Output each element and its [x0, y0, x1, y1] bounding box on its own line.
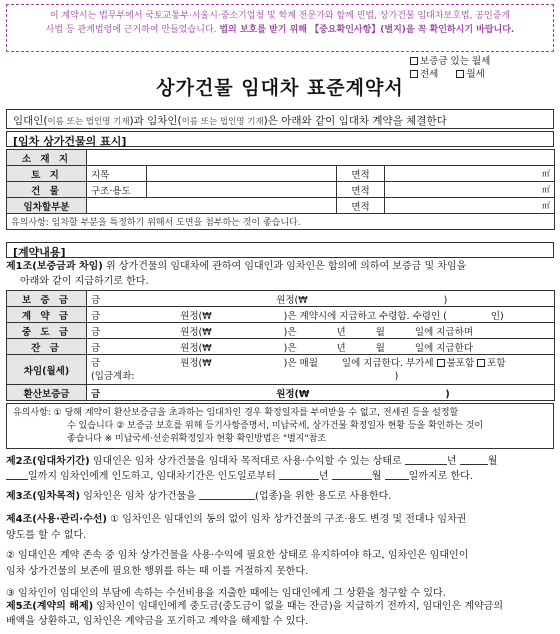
geum-text: 금 [91, 294, 101, 306]
middle-payment-label: 중 도 금 [7, 323, 87, 339]
article-2-period-day-blank[interactable] [385, 470, 409, 480]
article-2-text: 일까지로 한다. [408, 471, 473, 482]
building-area-label: 면적 [337, 182, 385, 198]
month-text: 월 [487, 456, 498, 467]
property-table [6, 149, 555, 230]
balance-label: 잔 금 [7, 339, 87, 355]
building-area-field[interactable]: ㎡ [385, 182, 555, 198]
building-type-label: 구조·용도 [87, 182, 147, 198]
year-text: 년 [446, 456, 457, 467]
rent-text: )은 매월 [283, 357, 318, 369]
notice-line-2 [15, 23, 545, 37]
won-text: 원정(₩ [180, 326, 212, 338]
middle-payment-field[interactable] [87, 323, 555, 339]
table-row [7, 182, 555, 198]
down-end-text: 인) [490, 310, 504, 322]
deposit-field[interactable] [87, 291, 555, 307]
article-5-text-2: 배액을 상환하고, 임차인은 계약금을 포기하고 계약을 해제할 수 있다. [6, 616, 309, 627]
month-text: 월 [371, 471, 382, 482]
rent-day-text: 일에 지급한다. 부가세 [341, 357, 434, 369]
option-label: 전세 [420, 69, 439, 80]
won-text: 원정(₩ [180, 357, 212, 369]
deposit-label: 보 증 금 [7, 291, 87, 307]
rent-field[interactable] [87, 355, 555, 385]
intro-text: 임대인( [13, 115, 48, 127]
leased-part-label: 임차할부분 [7, 198, 87, 214]
article-3-text: (업종)을 위한 용도로 사용한다. [255, 491, 392, 502]
article-2-text: 임대인은 임차 상가건물을 임대차 목적대로 사용·수익할 수 있는 상태로 [89, 456, 402, 467]
won-text: 원정(₩ [276, 294, 308, 306]
year-text: 년 [318, 471, 329, 482]
leased-area-label: 면적 [337, 198, 385, 214]
option-label: 월세 [466, 69, 485, 80]
building-label: 건 물 [7, 182, 87, 198]
article-2-period-year-blank[interactable] [279, 470, 319, 480]
leased-area-field[interactable]: ㎡ [385, 198, 555, 214]
close-text: ) [394, 370, 399, 382]
balance-text: )은 [283, 342, 297, 354]
table-row [7, 355, 555, 385]
caution-line-3: 좋습니다 ※ 미납국세·선순위확정일자 현황 확인방법은 "별지"참조 [67, 434, 327, 444]
vat-include-label: 포함 [487, 357, 506, 369]
article-4-text: ① 임차인은 임대인의 동의 없이 임차 상가건물의 구조·용도 변경 및 전대나 임차권 [106, 514, 467, 525]
notice-important: 법의 보호를 받기 위해 【중요확인사항】(별지)을 꼭 확인하시기 바랍니다. [219, 25, 515, 35]
property-section-header: [임차 상가건물의 표시] [6, 131, 554, 147]
option-deposit-monthly[interactable] [410, 55, 490, 68]
caution-line-2: 수 있습니다 ② 보증금 보호를 위해 등기사항증명서, 미납국세, 상가건물 확정일자 현황 등을 확인하는 것이 [67, 421, 484, 431]
vat-exclude-checkbox[interactable] [437, 359, 445, 367]
article-1 [6, 259, 554, 289]
rent-label: 차임(월세) [7, 355, 87, 385]
middle-text: )은 [283, 326, 297, 338]
article-2 [6, 454, 554, 484]
article-4-line-1 [6, 512, 554, 528]
contract-caution-box [6, 403, 554, 449]
article-4 [6, 512, 554, 602]
close-text: ) [445, 388, 450, 400]
table-row [7, 385, 555, 401]
converted-deposit-field[interactable] [87, 385, 555, 401]
won-text: 원정(₩ [180, 342, 212, 354]
down-payment-field[interactable] [87, 307, 555, 323]
rent-line-2 [91, 370, 550, 383]
article-2-period-month-blank[interactable] [332, 470, 372, 480]
table-row [7, 166, 555, 182]
rent-account-text: (입금계좌: [91, 370, 135, 382]
down-text: )은 계약시에 지급하고 수령함. 수령인 ( [283, 310, 447, 322]
caution-line-1: 유의사항: ① 당해 계약이 환산보증금을 초과하는 임대차인 경우 확정일자를 부여받을 수 없고, 전세권 등을 설정할 [13, 408, 459, 418]
geum-text: 금 [91, 326, 101, 338]
document-title: 상가건물 임대차 표준계약서 [156, 77, 404, 99]
geum-text: 금 [91, 388, 101, 400]
table-row [7, 339, 555, 355]
article-1-line-1 [6, 259, 554, 274]
converted-deposit-label: 환산보증금 [7, 385, 87, 401]
balance-end-text: 일에 지급한다 [414, 342, 474, 354]
balance-field[interactable] [87, 339, 555, 355]
down-payment-label: 계 약 금 [7, 307, 87, 323]
land-area-field[interactable]: ㎡ [385, 166, 555, 182]
article-3 [6, 489, 554, 504]
table-row [7, 307, 555, 323]
checkbox-icon[interactable] [410, 57, 418, 65]
table-row [7, 291, 555, 307]
parties-intro [6, 109, 554, 129]
year-text: 년 [336, 342, 346, 354]
geum-text: 금 [91, 342, 101, 354]
land-type-field[interactable] [147, 166, 337, 182]
article-5 [6, 599, 554, 629]
article-5-text: 임차인이 임대인에게 중도금(중도금이 없을 때는 잔금)을 지급하기 전까지, 임대인은 계약금의 [93, 601, 504, 612]
intro-text: )은 아래와 같이 임대차 계약을 체결한다 [263, 115, 447, 127]
month-text: 월 [375, 326, 385, 338]
table-row [7, 150, 555, 166]
business-type-blank[interactable] [199, 490, 255, 500]
building-type-field[interactable] [147, 182, 337, 198]
address-label: 소 재 지 [7, 150, 87, 166]
property-note: 유의사항: 임차할 부분을 특정하기 위해서 도면을 첨부하는 것이 좋습니다. [7, 214, 555, 230]
table-row [7, 323, 555, 339]
article-1-text: 위 상가건물의 임대차에 관하여 임대인과 임차인은 합의에 의하여 보증금 및 차임을 [102, 261, 467, 272]
article-5-line-1 [6, 599, 554, 614]
leased-part-field[interactable] [87, 198, 337, 214]
article-2-year-blank[interactable] [405, 455, 447, 465]
intro-hint: 이름 또는 법인명 기재 [181, 117, 264, 127]
month-text: 월 [375, 342, 385, 354]
article-1-title: 제1조(보증금과 차임) [6, 261, 103, 272]
intro-text: )과 임차인( [129, 115, 182, 127]
table-row [7, 214, 555, 230]
article-2-line-2 [6, 469, 554, 484]
payment-table [6, 290, 555, 401]
land-label: 토 지 [7, 166, 87, 182]
won-text: 원정(₩ [180, 310, 212, 322]
article-3-text: 임차인은 임차 상가건물을 [80, 491, 196, 502]
article-3-title: 제3조(임차목적) [6, 491, 81, 502]
article-2-day-blank[interactable] [6, 470, 28, 480]
article-1-text-2: 아래와 같이 지급하기로 한다. [20, 276, 149, 287]
article-4-text-2a: ② 임대인은 계약 존속 중 임차 상가건물을 사용·수익에 필요한 상태로 유지하여야 하고, 임차인은 임대인이 [6, 550, 469, 561]
rent-line-1 [91, 357, 550, 370]
article-2-title: 제2조(임대차기간) [6, 456, 90, 467]
intro-hint: 이름 또는 법인명 기재 [47, 117, 130, 127]
contract-section-header: [계약내용] [6, 242, 554, 258]
legal-notice-box [6, 4, 554, 52]
article-4-text-2b: 임차 상가건물의 보존에 필요한 행위를 하는 때 이를 거절하지 못한다. [6, 566, 309, 577]
land-area-label: 면적 [337, 166, 385, 182]
table-row [7, 198, 555, 214]
article-2-month-blank[interactable] [460, 455, 488, 465]
land-type-label: 지목 [87, 166, 147, 182]
vat-include-checkbox[interactable] [477, 359, 485, 367]
year-text: 년 [336, 326, 346, 338]
geum-text: 금 [91, 357, 101, 369]
article-2-text: 일까지 임차인에게 인도하고, 임대차기간은 인도일로부터 [28, 471, 276, 482]
article-4-title: 제4조(사용·관리·수선) [6, 514, 107, 525]
option-label: 보증금 있는 월세 [420, 56, 491, 67]
notice-line-2-text: 사법 등 관계법령에 근거하여 만들었습니다. [45, 25, 217, 35]
article-5-title: 제5조(계약의 해제) [6, 601, 94, 612]
vat-exclude-label: 불포함 [446, 357, 475, 369]
close-text: ) [443, 294, 448, 306]
address-field[interactable] [87, 150, 555, 166]
article-4-text-1b: 양도를 할 수 없다. [6, 530, 87, 541]
won-text: 원정(₩ [276, 388, 310, 400]
article-4-text-3: ③ 임차인이 임대인의 부담에 속하는 수선비용을 지출한 때에는 임대인에게 그 상환을 청구할 수 있다. [6, 588, 446, 599]
geum-text: 금 [91, 310, 101, 322]
notice-line-1: 이 계약서는 법무부에서 국토교통부·서울시·중소기업청 및 학계 전문가와 함께 민법, 상가건물 임대차보호법, 공인중개 [49, 11, 511, 21]
article-2-line-1 [6, 454, 554, 469]
middle-end-text: 일에 지급하며 [414, 326, 474, 338]
